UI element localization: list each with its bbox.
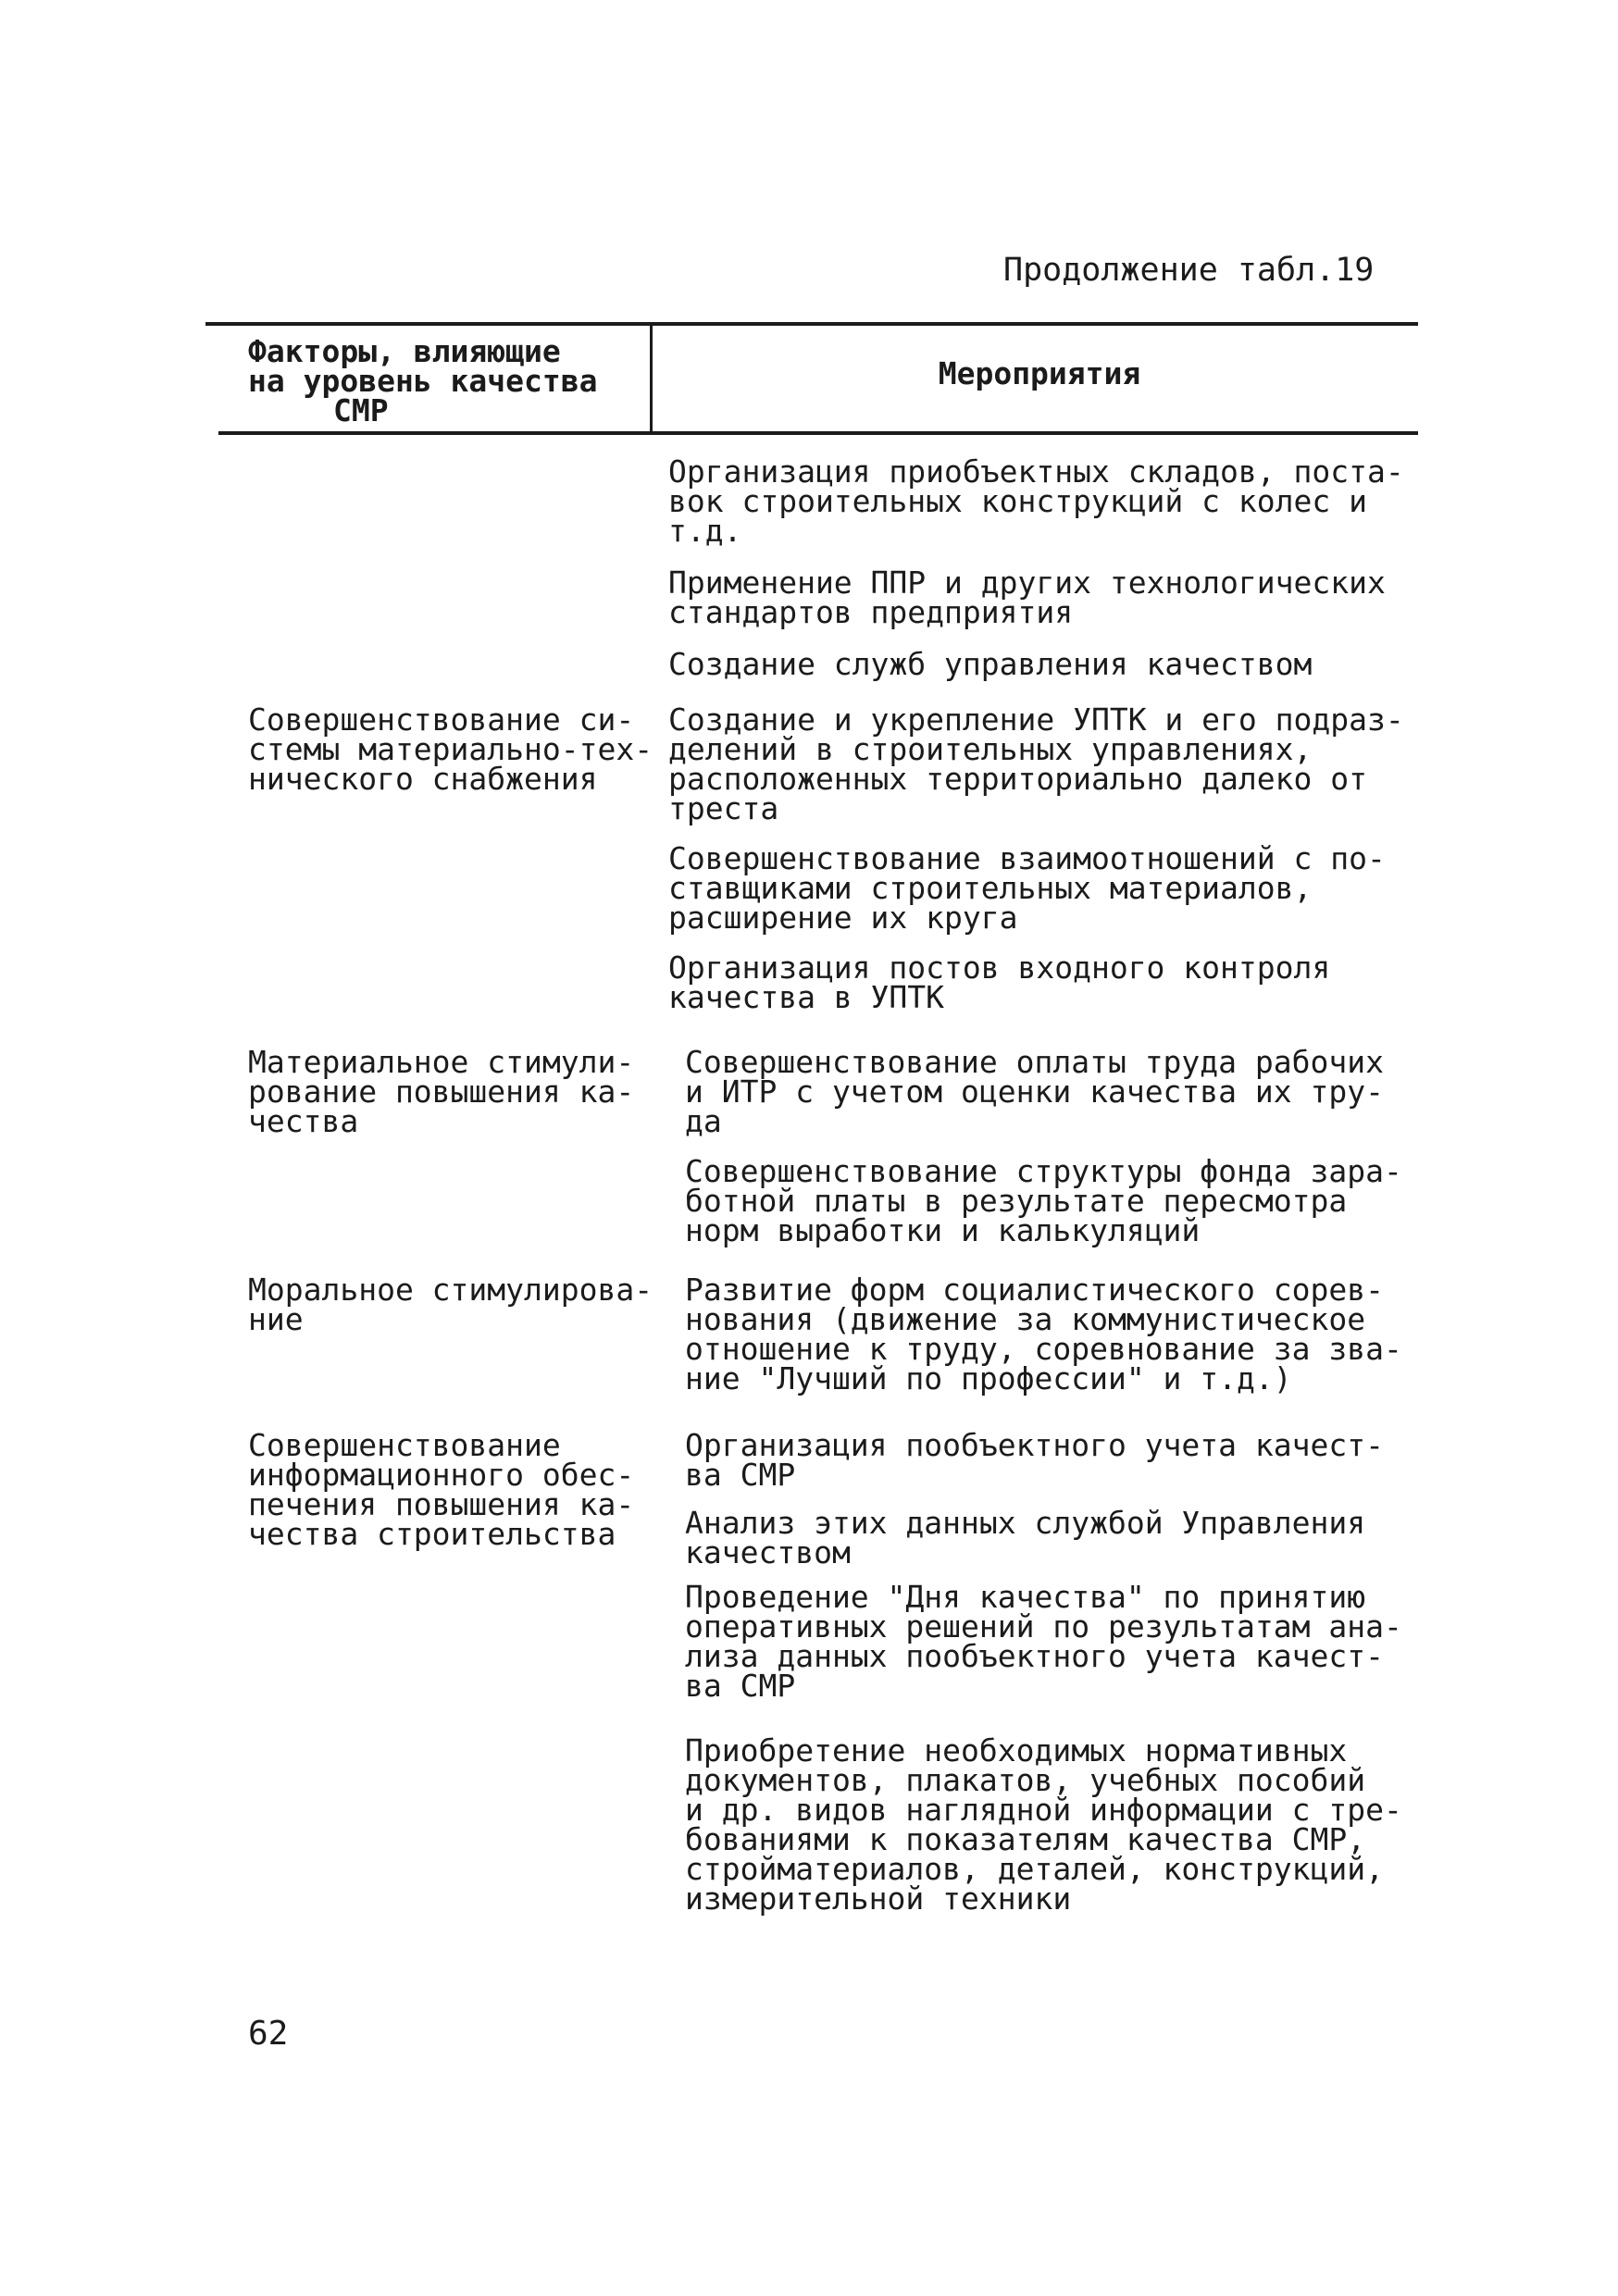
measure-line: т.д. [668, 513, 742, 549]
factor-line: Моральное стимулирова- [248, 1272, 653, 1308]
measure-line: бованиями к показателям качества СМР, [685, 1821, 1366, 1857]
header-factors-line: на уровень качества [248, 363, 598, 399]
factor-cell [248, 1272, 666, 1337]
table-caption: Продолжение табл.19 [1003, 252, 1375, 289]
measure-item [668, 949, 1427, 1015]
header-factors [248, 333, 646, 428]
measure-line: Проведение "Дня качества" по принятию [685, 1579, 1366, 1615]
measure-line: отношение к труду, соревнование за зва- [685, 1331, 1402, 1367]
measure-line: Организация пообъектного учета качест- [685, 1427, 1384, 1463]
factor-cell [248, 1427, 666, 1552]
measure-line: стройматериалов, деталей, конструкций, [685, 1851, 1384, 1887]
factor-line: чества строительства [248, 1516, 616, 1552]
factor-line: нического снабжения [248, 761, 598, 797]
measure-line: ние "Лучший по профессии" и т.д.) [685, 1360, 1292, 1396]
factor-line: информационного обес- [248, 1457, 635, 1493]
measure-line: нования (движение за коммунистическое [685, 1301, 1366, 1337]
measure-line: измерительной техники [685, 1880, 1072, 1917]
measure-line: качеством [685, 1534, 851, 1570]
measure-line: Организация приобъектных складов, поста- [668, 453, 1404, 490]
header-factors-line: СМР [333, 392, 389, 428]
measure-line: треста [668, 790, 779, 826]
measure-item [668, 453, 1427, 549]
header-factors-line: Факторы, влияющие [248, 333, 561, 369]
measure-line: Развитие форм социалистического сорев- [685, 1272, 1384, 1308]
measure-line: расширение их круга [668, 900, 1018, 936]
measure-line: да [685, 1103, 722, 1139]
factor-line: Совершенствование [248, 1427, 561, 1463]
measure-item [668, 565, 1427, 630]
factor-line: стемы материально-тех- [248, 731, 653, 767]
header-column-divider [650, 324, 653, 433]
factor-line: чества [248, 1103, 359, 1139]
measure-line: Совершенствование оплаты труда рабочих [685, 1044, 1384, 1080]
factor-cell [248, 701, 666, 797]
measure-line: ва СМР [685, 1457, 796, 1493]
measure-line: стандартов предприятия [668, 594, 1074, 630]
measure-line: Приобретение необходимых нормативных [685, 1732, 1348, 1769]
measure-line: Совершенствование взаимоотношений с по- [668, 840, 1386, 876]
measure-item [685, 1427, 1444, 1493]
measure-line: Создание и укрепление УПТК и его подраз- [668, 701, 1404, 738]
factor-line: печения повышения ка- [248, 1486, 635, 1522]
measure-line: и др. видов наглядной информации с тре- [685, 1792, 1402, 1828]
measure-line: норм выработки и калькуляций [685, 1212, 1201, 1248]
measure-line: ставщиками строительных материалов, [668, 870, 1313, 906]
header-bottom-rule [218, 431, 1418, 435]
factor-cell [248, 1044, 666, 1139]
header-measures: Мероприятия [938, 355, 1141, 391]
table-top-rule [205, 322, 1418, 326]
measure-item [685, 1153, 1444, 1248]
measure-item [685, 1044, 1444, 1139]
measure-item [668, 701, 1427, 826]
page-number: 62 [248, 2015, 289, 2053]
measure-item [685, 1732, 1444, 1917]
factor-line: рование повышения ка- [248, 1074, 635, 1110]
measure-line: Анализ этих данных службой Управления [685, 1505, 1366, 1541]
measure-line: лиза данных пообъектного учета качест- [685, 1638, 1384, 1674]
measure-line: делений в строительных управлениях, [668, 731, 1313, 767]
measure-line: расположенных территориально далеко от [668, 761, 1367, 797]
measure-item [668, 840, 1427, 936]
measure-line: оперативных решений по результатам ана- [685, 1608, 1402, 1644]
measure-line: ботной платы в результате пересмотра [685, 1183, 1348, 1219]
measure-item [668, 646, 1427, 682]
measure-item [685, 1505, 1444, 1570]
factor-line: Материальное стимули- [248, 1044, 635, 1080]
measure-line: документов, плакатов, учебных пособий [685, 1762, 1366, 1798]
measure-line: качества в УПТК [668, 979, 945, 1015]
measure-line: Совершенствование структуры фонда зара- [685, 1153, 1402, 1189]
measure-item [685, 1272, 1444, 1396]
measure-line: ва СМР [685, 1668, 796, 1704]
measure-line: Организация постов входного контроля [668, 949, 1331, 986]
factor-line: ние [248, 1301, 304, 1337]
measure-line: вок строительных конструкций с колес и [668, 483, 1367, 519]
measure-item [685, 1579, 1444, 1704]
measure-line: и ИТР с учетом оценки качества их тру- [685, 1074, 1384, 1110]
measure-line: Применение ППР и других технологических [668, 565, 1386, 601]
factor-line: Совершенствование си- [248, 701, 635, 738]
measure-line: Создание служб управления качеством [668, 646, 1313, 682]
